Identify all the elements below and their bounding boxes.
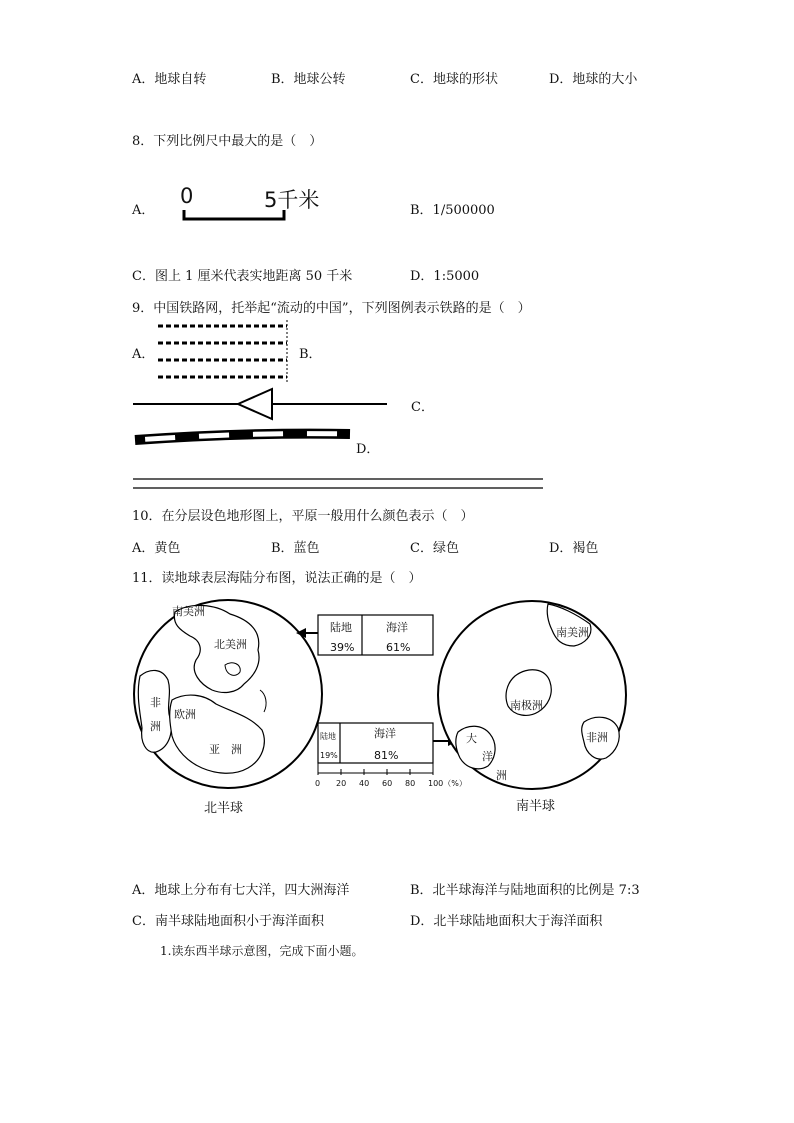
north-bar-ocean-label: 海洋	[386, 621, 408, 634]
q10-stem: 10．在分层设色地形图上，平原一般用什么颜色表示（ ）	[132, 509, 474, 524]
q10-option-d: D．褐色	[549, 541, 599, 556]
q7-option-b: B．地球公转	[271, 72, 346, 87]
south-hemisphere-caption: 南半球	[516, 799, 556, 814]
q10-option-b: B．蓝色	[271, 541, 320, 556]
next-question-stem: 1.读东西半球示意图，完成下面小题。	[160, 944, 364, 958]
south-label-south-america: 南美洲	[556, 626, 589, 639]
q10-option-a: A．黄色	[132, 541, 181, 556]
q11-option-a: A．地球上分布有七大洋，四大洲海洋	[132, 883, 350, 898]
north-hemisphere-map	[134, 600, 322, 788]
south-label-oceania-2: 洋	[482, 750, 493, 763]
q9-option-b: B．	[299, 347, 322, 362]
south-bar-ocean-pct: 81%	[374, 749, 399, 762]
q9-option-c: C．	[411, 400, 434, 415]
q7-option-d: D．地球的大小	[549, 72, 638, 87]
north-hemisphere-caption: 北半球	[204, 801, 244, 816]
south-label-africa: 非洲	[586, 731, 608, 744]
q10-option-c: C．绿色	[410, 541, 459, 556]
north-bar-land-pct: 39%	[330, 641, 355, 654]
north-label-north-america: 北美洲	[214, 638, 247, 651]
north-label-africa-2: 洲	[150, 720, 161, 733]
north-label-europe: 欧洲	[174, 708, 196, 721]
axis-tick-80: 80	[405, 779, 416, 788]
axis-tick-100: 100（%）	[428, 779, 467, 788]
south-land-ocean-bar	[315, 723, 467, 788]
q8-stem: 8．下列比例尺中最大的是（ ）	[132, 134, 323, 149]
q7-option-c: C．地球的形状	[410, 72, 498, 87]
q9-option-d: D．	[356, 442, 380, 457]
south-label-oceania-1: 大	[466, 732, 477, 745]
q8-option-b: B．1/500000	[410, 203, 495, 218]
north-land-ocean-bar	[296, 615, 433, 655]
south-bar-ocean-label: 海洋	[374, 727, 396, 740]
axis-tick-20: 20	[336, 779, 347, 788]
scale-end-label: 5千米	[264, 188, 320, 212]
south-label-oceania-3: 洲	[496, 769, 507, 782]
north-bar-land-label: 陆地	[330, 621, 352, 634]
q11-option-c: C．南半球陆地面积小于海洋面积	[132, 914, 324, 929]
south-bar-land-pct: 19%	[320, 751, 338, 760]
q11-option-b: B．北半球海洋与陆地面积的比例是 7:3	[410, 883, 640, 898]
south-bar-land-label: 陆地	[320, 732, 336, 741]
axis-tick-40: 40	[359, 779, 370, 788]
north-label-asia: 亚 洲	[209, 743, 242, 756]
north-bar-ocean-pct: 61%	[386, 641, 411, 654]
north-label-africa-1: 非	[150, 696, 161, 709]
south-label-antarctica: 南极洲	[510, 699, 543, 712]
q11-option-d: D．北半球陆地面积大于海洋面积	[410, 914, 603, 929]
q7-option-a: A．地球自转	[132, 72, 207, 87]
scale-zero-label: 0	[180, 184, 194, 208]
q8-option-d: D．1:5000	[410, 269, 480, 284]
q9-option-a: A．	[132, 347, 155, 362]
q9-stem: 9．中国铁路网，托举起“流动的中国”，下列图例表示铁路的是（ ）	[132, 301, 531, 316]
q11-stem: 11．读地球表层海陆分布图，说法正确的是（ ）	[132, 571, 422, 586]
south-hemisphere-map	[438, 601, 626, 789]
axis-tick-60: 60	[382, 779, 393, 788]
axis-tick-0: 0	[315, 779, 321, 788]
north-label-south-america: 南美洲	[172, 605, 205, 618]
q8-option-a: A．	[132, 203, 155, 218]
q8-option-c: C．图上 1 厘米代表实地距离 50 千米	[132, 269, 353, 284]
